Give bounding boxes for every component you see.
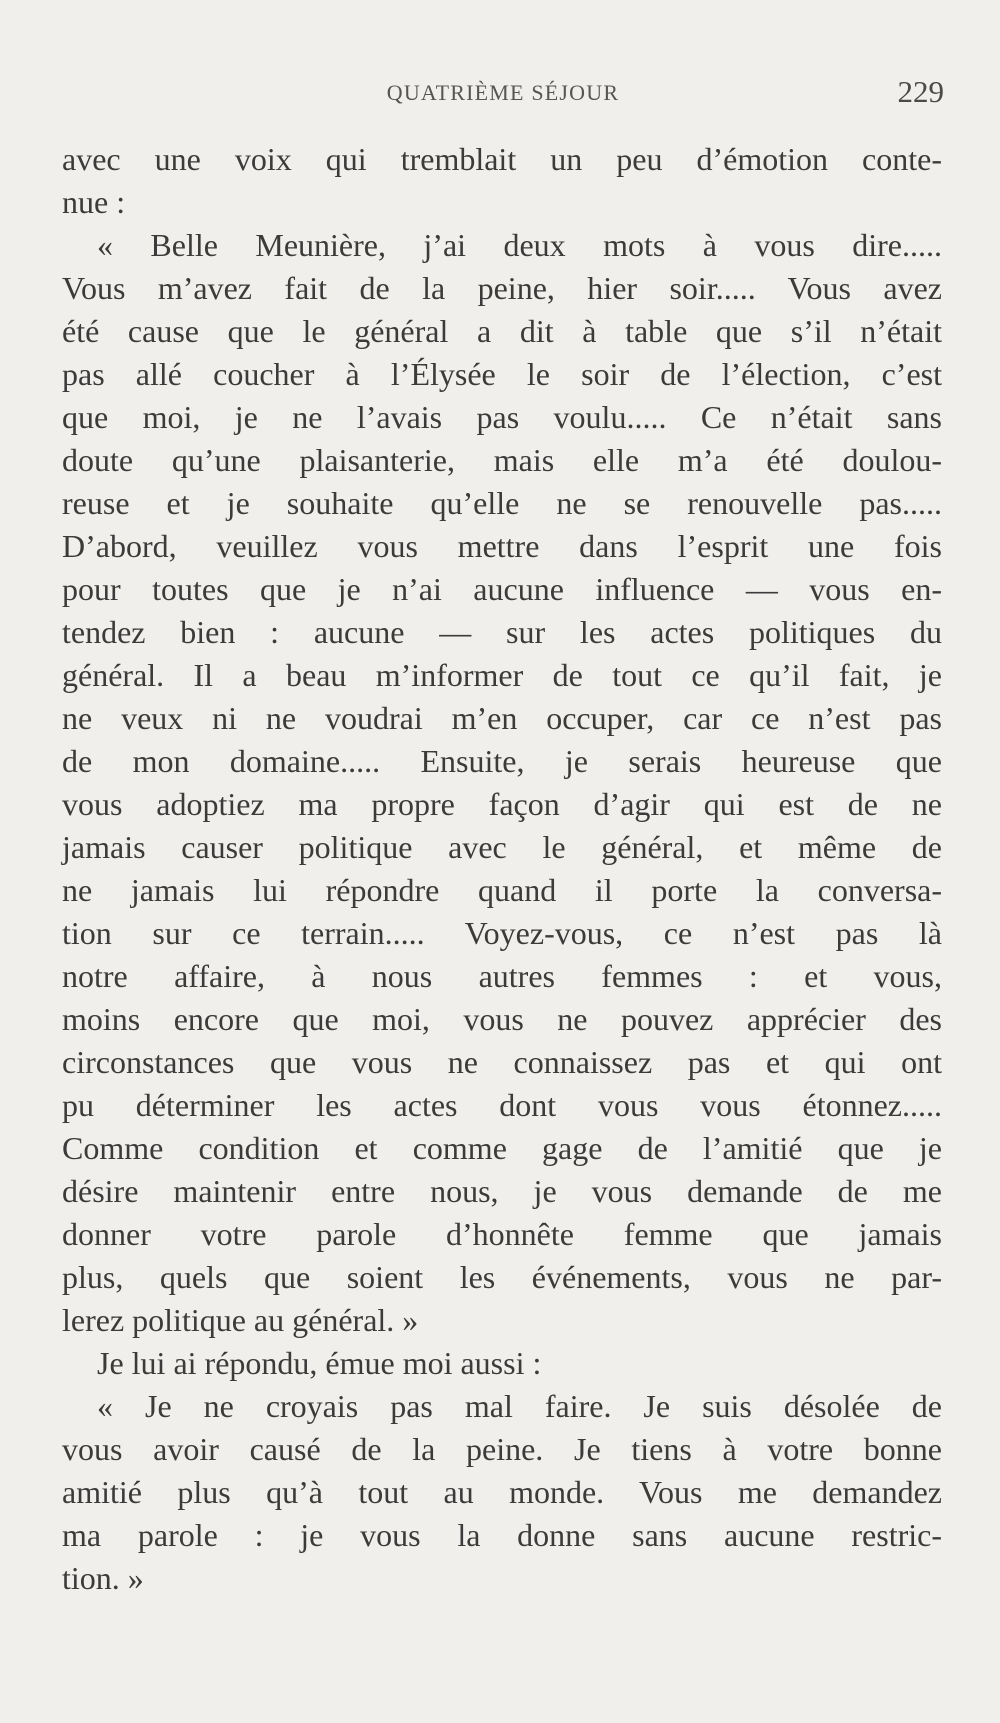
running-title: QUATRIÈME SÉJOUR [386, 80, 620, 105]
text-line: donner votre parole d’honnête femme que jamais [62, 1216, 942, 1252]
text-line: lerez politique au général. » [62, 1302, 419, 1338]
text-line: tion sur ce terrain..... Voyez-vous, ce n’est pas là [62, 915, 942, 951]
text-line: nue : [62, 184, 126, 220]
text-line: vous avoir causé de la peine. Je tiens à votre bonne [62, 1431, 942, 1467]
text-line: général. Il a beau m’informer de tout ce qu’il fait, je [62, 657, 942, 693]
text-line: avec une voix qui tremblait un peu d’émotion conte- [62, 141, 942, 177]
text-line: jamais causer politique avec le général, et même de [62, 829, 942, 865]
text-line: été cause que le général a dit à table que s’il n’était [62, 313, 942, 349]
page-header [62, 74, 944, 114]
text-line: Je lui ai répondu, émue moi aussi : [97, 1345, 542, 1381]
text-line: amitié plus qu’à tout au monde. Vous me demandez [62, 1474, 942, 1510]
text-line: moins encore que moi, vous ne pouvez apprécier des [62, 1001, 942, 1037]
text-line: D’abord, veuillez vous mettre dans l’esprit une fois [62, 528, 942, 564]
text-line: tendez bien : aucune — sur les actes politiques du [62, 614, 942, 650]
text-line: doute qu’une plaisanterie, mais elle m’a été doulou- [62, 442, 942, 478]
page-number: 229 [897, 74, 944, 109]
text-line: vous adoptiez ma propre façon d’agir qui est de ne [62, 786, 942, 822]
text-line: reuse et je souhaite qu’elle ne se renouvelle pas..... [62, 485, 942, 521]
text-line: tion. » [62, 1560, 144, 1596]
text-line: Vous m’avez fait de la peine, hier soir..... Vous avez [62, 270, 942, 306]
text-line: désire maintenir entre nous, je vous demande de me [62, 1173, 942, 1209]
text-line: « Belle Meunière, j’ai deux mots à vous dire..... [97, 227, 942, 263]
text-line: circonstances que vous ne connaissez pas et qui ont [62, 1044, 942, 1080]
text-line: pour toutes que je n’ai aucune influence — vous en- [62, 571, 942, 607]
text-line: Comme condition et comme gage de l’amitié que je [62, 1130, 942, 1166]
text-line: ne jamais lui répondre quand il porte la conversa- [62, 872, 942, 908]
text-line: notre affaire, à nous autres femmes : et vous, [62, 958, 942, 994]
text-line: pas allé coucher à l’Élysée le soir de l’élection, c’est [62, 356, 942, 392]
text-line: de mon domaine..... Ensuite, je serais heureuse que [62, 743, 942, 779]
text-line: pu déterminer les actes dont vous vous étonnez..... [62, 1087, 942, 1123]
text-line: « Je ne croyais pas mal faire. Je suis désolée de [97, 1388, 942, 1424]
text-line: ma parole : je vous la donne sans aucune restric- [62, 1517, 942, 1553]
text-line: plus, quels que soient les événements, vous ne par- [62, 1259, 942, 1295]
text-line: que moi, je ne l’avais pas voulu..... Ce n’était sans [62, 399, 942, 435]
body-text [62, 138, 942, 1600]
text-line: ne veux ni ne voudrai m’en occuper, car ce n’est pas [62, 700, 942, 736]
